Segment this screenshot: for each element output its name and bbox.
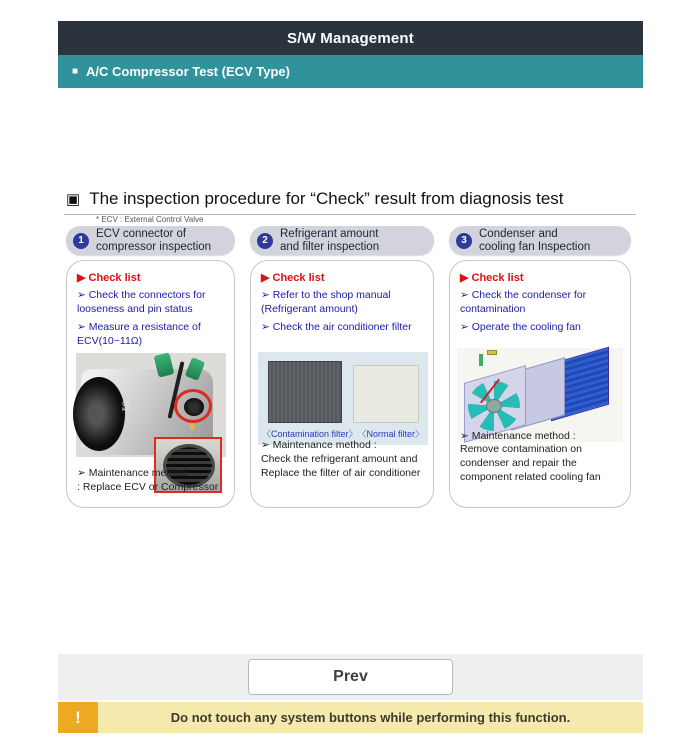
step2-check-item: ➢ Check the air conditioner filter	[261, 320, 412, 333]
step2-checklist-label: ▶ Check list	[261, 272, 325, 284]
compressor-pulley	[73, 377, 125, 451]
ecv-footnote: * ECV : External Control Valve	[96, 215, 204, 224]
step2-maintenance: ➢ Maintenance method : Check the refrigerant amount and Replace the filter of air conditioner	[261, 439, 421, 480]
step1-title: ECV connector of compressor inspection	[96, 227, 212, 253]
step1-number-badge: 1	[73, 233, 89, 249]
yellow-fitting	[487, 350, 497, 355]
function-subtitle: A/C Compressor Test (ECV Type)	[86, 64, 290, 79]
contaminated-filter-caption: 〈Contamination filter〉	[262, 429, 358, 440]
green-fitting	[479, 354, 483, 366]
prev-button[interactable]: Prev	[248, 659, 453, 695]
step2-number-badge: 2	[257, 233, 273, 249]
square-in-square-icon: ▣	[66, 191, 81, 208]
step3-maintenance: ➢ Maintenance method : Remove contamination on condenser and repair the component related cooling fan	[460, 429, 601, 484]
step1-check-item: ➢ Measure a resistance of ECV(10~11Ω)	[77, 320, 201, 348]
section-title: The inspection procedure for “Check” result from diagnosis test	[89, 189, 564, 208]
step3-checklist-label: ▶ Check list	[460, 272, 524, 284]
step3-number-badge: 3	[456, 233, 472, 249]
main-window	[58, 21, 643, 733]
step3-check-item: ➢ Operate the cooling fan	[460, 320, 581, 333]
footer-action-bar	[58, 654, 643, 700]
normal-filter-photo	[353, 365, 419, 423]
warning-banner	[58, 702, 643, 733]
ecv-valve	[184, 398, 204, 416]
contaminated-filter-photo	[268, 361, 342, 423]
step1-check-item: ➢ Check the connectors for looseness and pin status	[77, 289, 206, 316]
exclamation-icon: !	[58, 702, 98, 733]
page-title: S/W Management	[287, 29, 414, 47]
step3-header	[449, 226, 631, 255]
step3-panel	[449, 260, 631, 508]
column-refrigerant-filter	[250, 226, 434, 508]
inspection-columns	[66, 226, 643, 508]
compressor-label: S1	[120, 400, 131, 412]
normal-filter-caption: 〈Normal filter〉	[357, 429, 425, 440]
function-subtitle-bar	[58, 55, 643, 88]
step2-check-item: ➢ Refer to the shop manual (Refrigerant amount)	[261, 289, 391, 316]
step3-check-item: ➢ Check the condenser for contamination	[460, 289, 587, 316]
step1-panel	[66, 260, 235, 508]
zoom-arrow-icon: ▼	[186, 421, 198, 434]
step3-title: Condenser and cooling fan Inspection	[479, 227, 591, 253]
window-title-bar	[58, 21, 643, 55]
step2-header	[250, 226, 434, 255]
step2-panel	[250, 260, 434, 508]
square-bullet-icon: ■	[72, 65, 79, 77]
ecv-highlight-circle	[174, 389, 212, 423]
step1-header	[66, 226, 235, 255]
column-condenser-fan	[449, 226, 631, 508]
section-title-row	[66, 189, 643, 209]
warning-text: Do not touch any system buttons while performing this function.	[98, 702, 643, 733]
step1-checklist-label: ▶ Check list	[77, 272, 141, 284]
column-ecv-connector	[66, 226, 235, 508]
filter-photos	[258, 352, 428, 445]
step1-maintenance: ➢ Maintenance method : Replace ECV or Compressor	[77, 467, 219, 494]
condenser-fan-illustration	[457, 348, 623, 442]
step2-title: Refrigerant amount and filter inspection	[280, 227, 380, 253]
